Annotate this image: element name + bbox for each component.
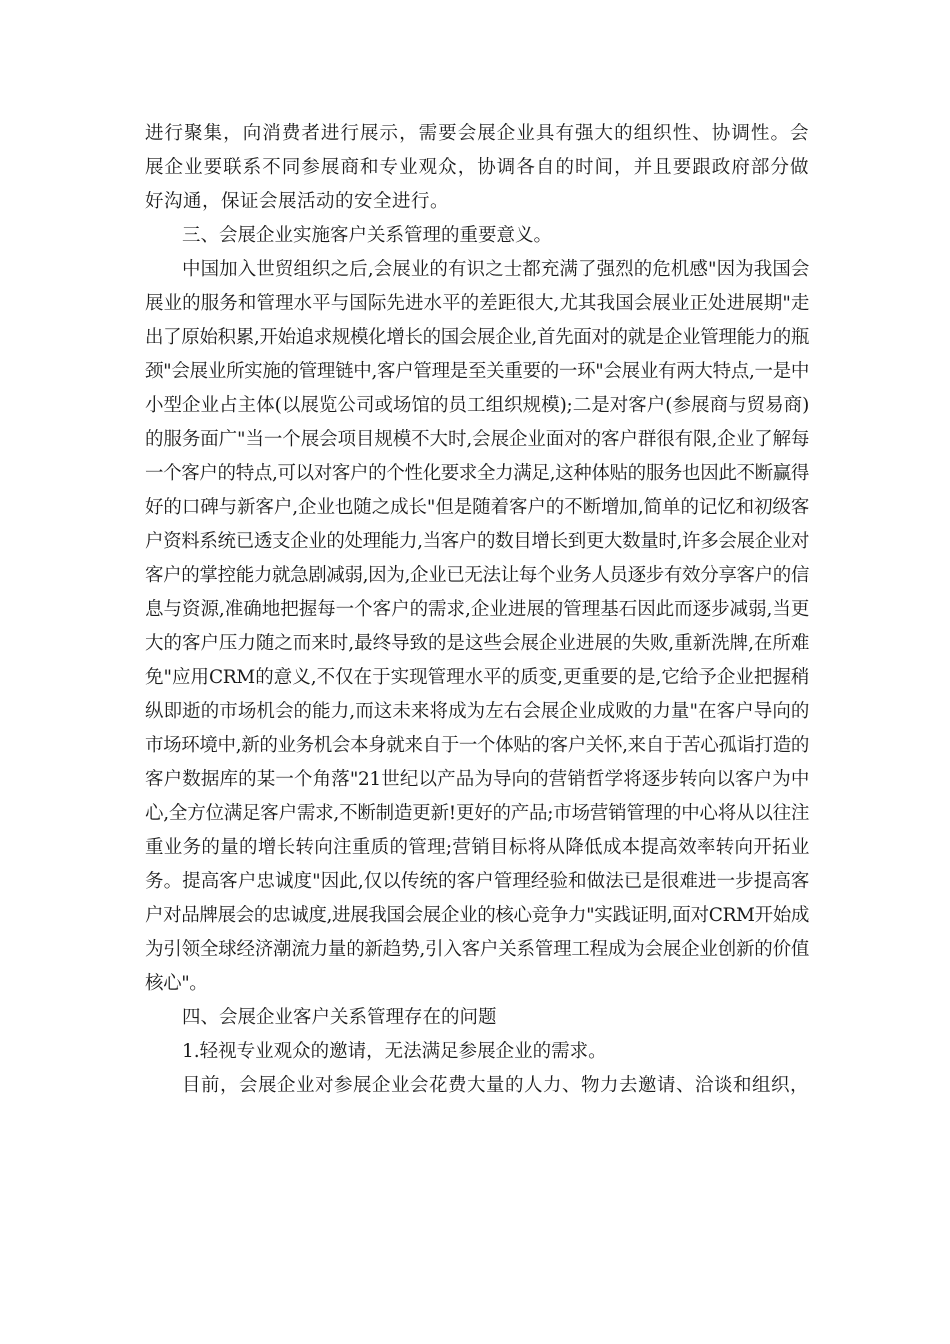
subheading-1: 1.轻视专业观众的邀请，无法满足参展企业的需求。 xyxy=(182,1041,607,1062)
section-heading-3: 三、会展企业实施客户关系管理的重要意义。 xyxy=(182,225,553,246)
document-body xyxy=(145,117,809,1103)
section-heading-4: 四、会展企业客户关系管理存在的问题 xyxy=(182,1007,497,1028)
paragraph-current-situation: 目前，会展企业对参展企业会花费大量的人力、物力去邀请、洽谈和组织， xyxy=(182,1075,810,1096)
paragraph-significance: 中国加入世贸组织之后,会展业的有识之士都充满了强烈的危机感"因为我国会展业的服务和管理水平与国际先进水平的差距很大,尤其我国会展业正处进展期"走出了原始积累,开始追求规模化增长的国会展企业,首先面对的就是企业管理能力的瓶颈"会展业所实施的管理链中,客户管理是至关重要的一环"会展业有两大特点,一是中小型企业占主体(以展览公司或场馆的员工组织规模);二是对客户(参展商与贸易商)的服务面广"当一个展会项目规模不大时,会展企业面对的客户群很有限,企业了解每一个客户的特点,可以对客户的个性化要求全力满足,这种体贴的服务也因此不断赢得好的口碑与新客户,企业也随之成长"但是随着客户的不断增加,简单的记忆和初级客户资料系统已透支企业的处理能力,当客户的数目增长到更大数量时,许多会展企业对客户的掌控能力就急剧减弱,因为,企业已无法让每个业务人员逐步有效分享客户的信息与资源,准确地把握每一个客户的需求,企业进展的管理基石因此而逐步减弱,当更大的客户压力随之而来时,最终导致的是这些会展企业进展的失败,重新洗牌,在所难免"应用CRM的意义,不仅在于实现管理水平的质变,更重要的是,它给予企业把握稍纵即逝的市场机会的能力,而这未来将成为左右会展企业成败的力量"在客户导向的市场环境中,新的业务机会本身就来自于一个体贴的客户关怀,来自于苦心孤诣打造的客户数据库的某一个角落"21世纪以产品为导向的营销哲学将逐步转向以客户为中心,全方位满足客户需求,不断制造更新!更好的产品;市场营销管理的中心将从以往注重业务的量的增长转向注重质的管理;营销目标将从降低成本提高效率转向开拓业务。提高客户忠诚度"因此,仅以传统的客户管理经验和做法已是很难进一步提高客户对品牌展会的忠诚度,进展我国会展企业的核心竞争力"实践证明,面对CRM开始成为引领全球经济潮流力量的新趋势,引入客户关系管理工程成为会展企业创新的价值核心"。 xyxy=(145,259,809,994)
paragraph-continuation: 进行聚集，向消费者进行展示，需要会展企业具有强大的组织性、协调性。会展企业要联系不同参展商和专业观众，协调各自的时间，并且要跟政府部分做好沟通，保证会展活动的安全进行。 xyxy=(145,123,809,212)
